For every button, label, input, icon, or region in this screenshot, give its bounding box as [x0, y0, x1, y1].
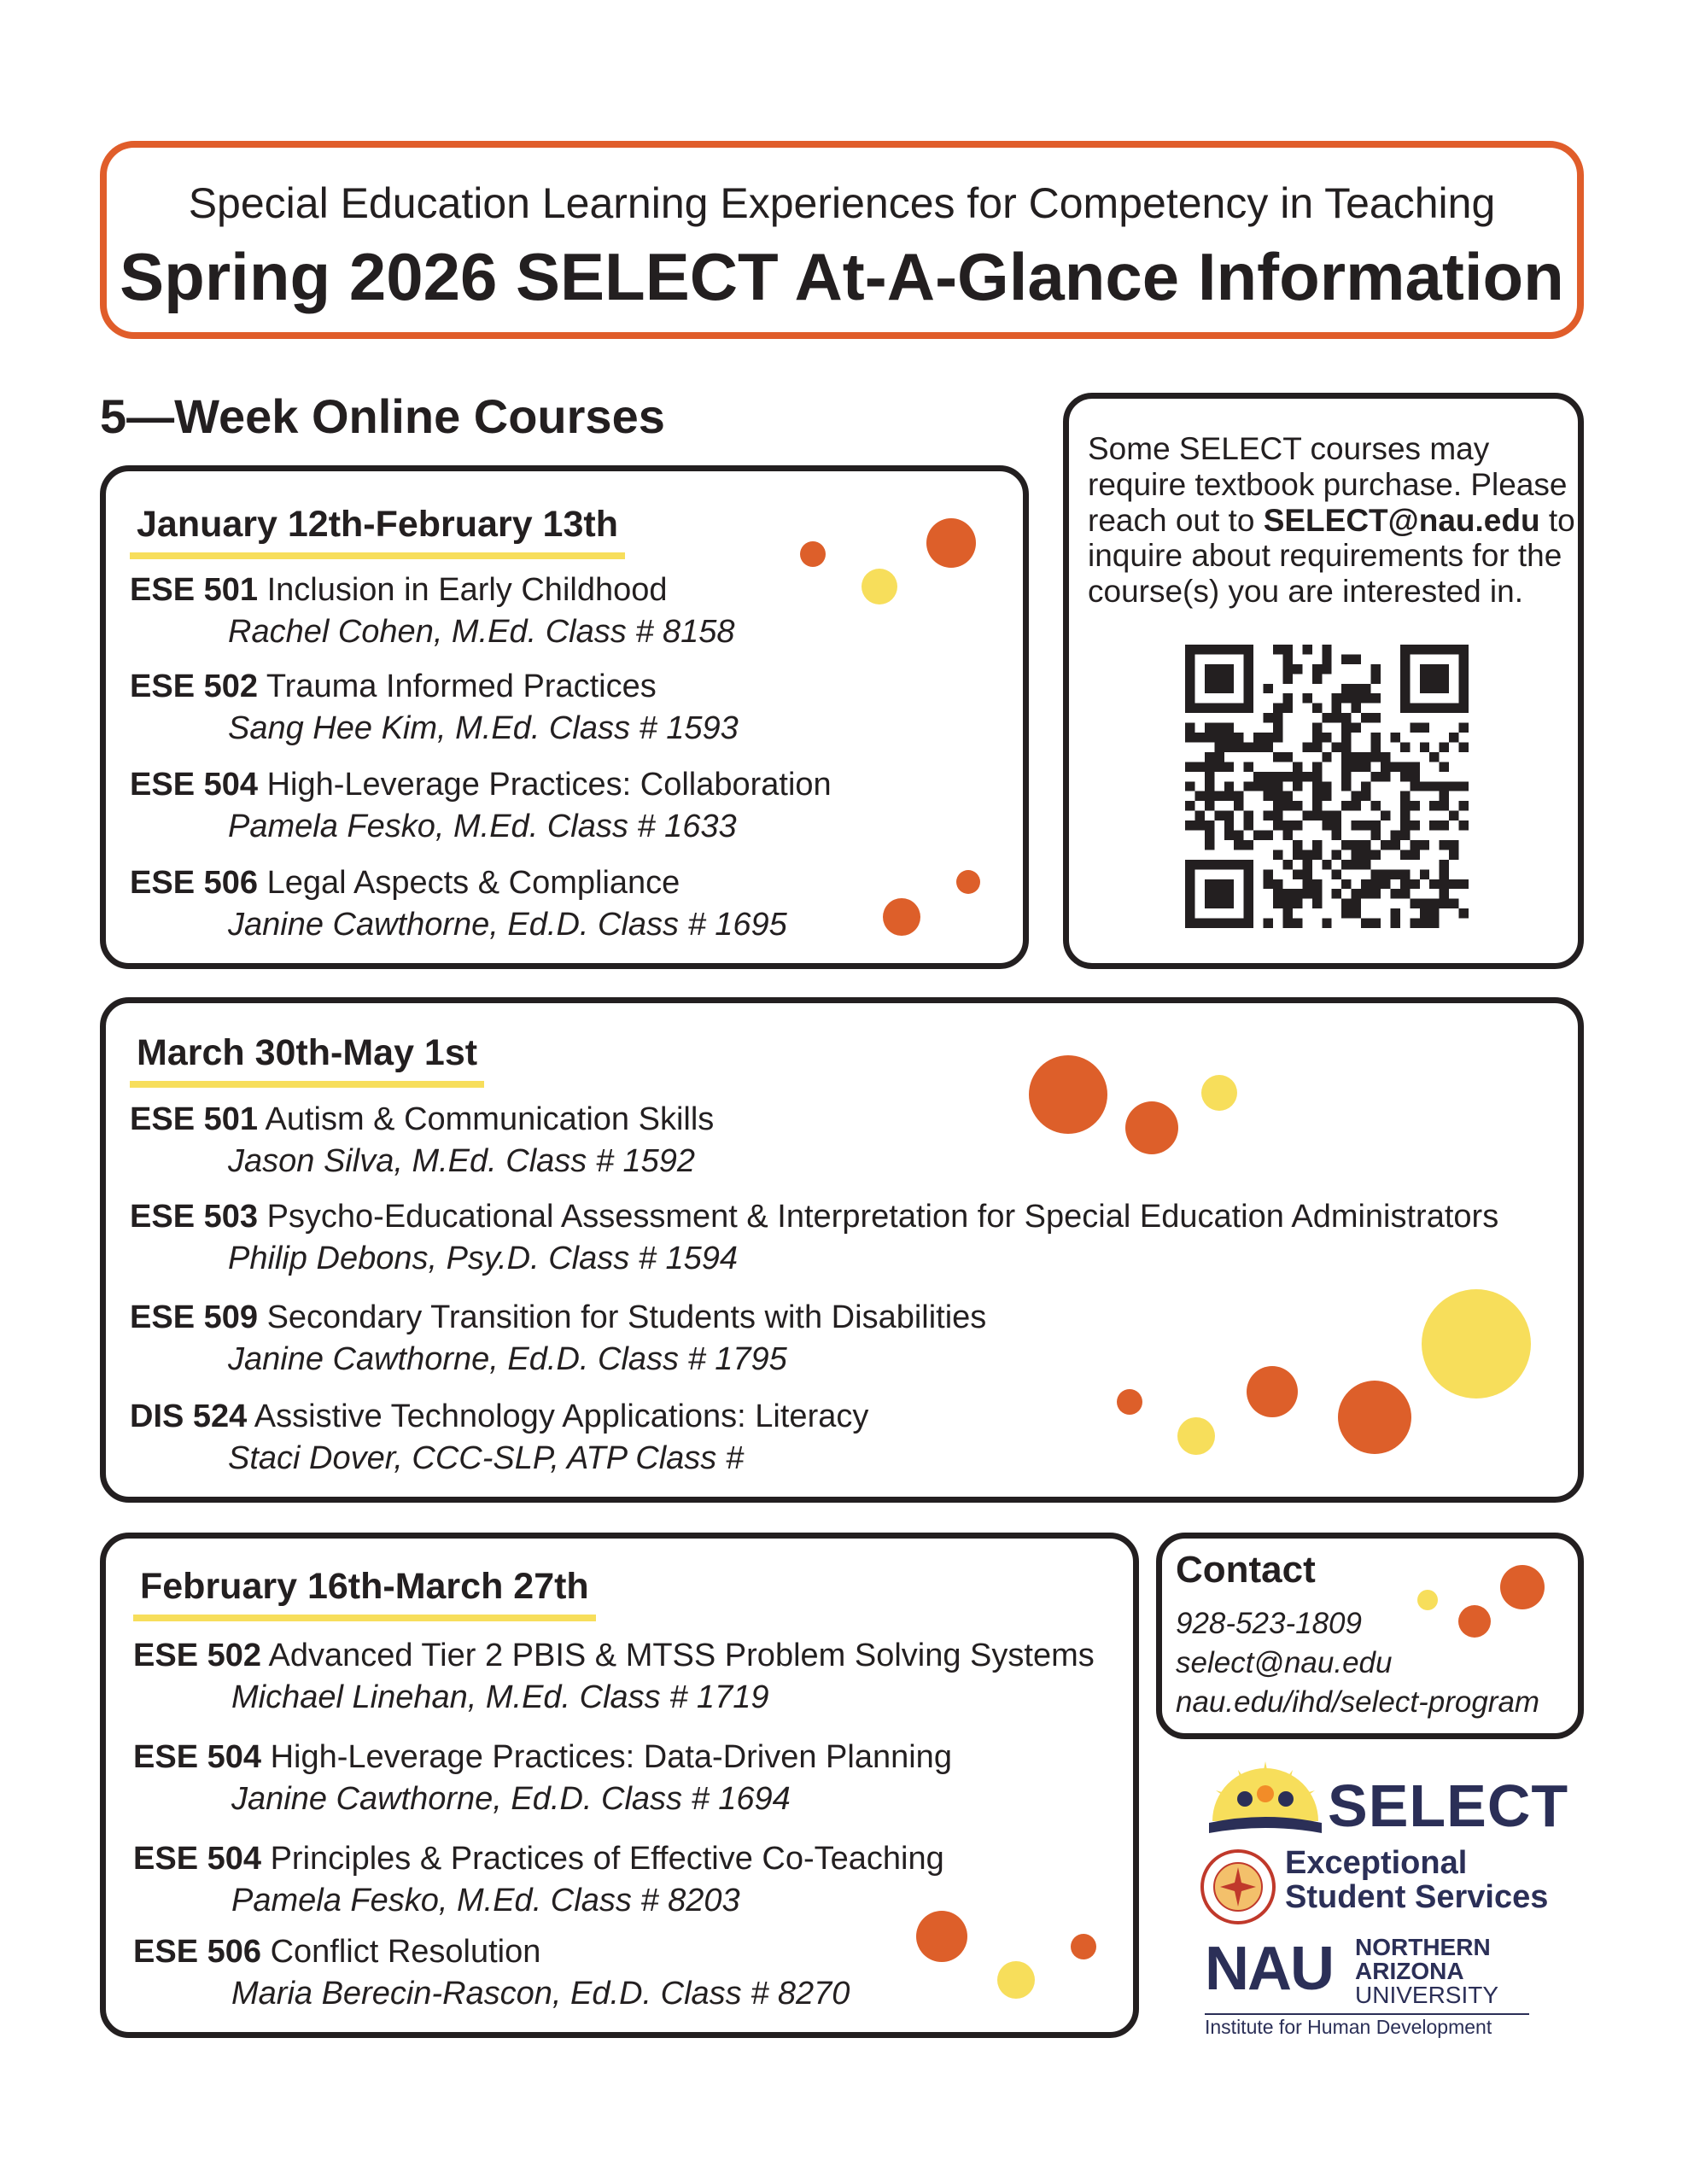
decorative-dot	[1422, 1289, 1531, 1399]
course-item: ESE 504 Principles & Practices of Effective Co-Teaching Pamela Fesko, M.Ed. Class # 8203	[133, 1841, 944, 1918]
header-subtitle: Special Education Learning Experiences for Competency in Teaching	[188, 179, 1496, 227]
qr-code[interactable]	[1185, 645, 1469, 928]
decorative-dot	[1201, 1075, 1237, 1111]
nau-divider	[1205, 2013, 1529, 2015]
textbook-note: Some SELECT courses may require textbook purchase. Please reach out to SELECT@nau.edu to inquire about requirements for the course(s) you are interested in.	[1088, 431, 1575, 610]
decorative-dot	[926, 518, 976, 568]
term-title: January 12th-February 13th	[130, 504, 625, 559]
nau-wordmark: NORTHERN ARIZONA UNIVERSITY	[1355, 1934, 1499, 2008]
course-item: ESE 504 High-Leverage Practices: Data-Driven Planning Janine Cawthorne, Ed.D. Class # 1694	[133, 1739, 952, 1817]
decorative-dot	[1125, 1101, 1178, 1154]
course-item: ESE 504 High-Leverage Practices: Collaboration Pamela Fesko, M.Ed. Class # 1633	[130, 767, 832, 844]
term-box-january	[100, 465, 1029, 969]
decorative-dot	[1247, 1366, 1298, 1417]
contact-box	[1156, 1533, 1584, 1739]
decorative-dot	[1029, 1055, 1107, 1134]
select-logo-sun-icon	[1204, 1755, 1328, 1840]
term-title: March 30th-May 1st	[130, 1032, 484, 1088]
ess-logo-text: Exceptional Student Services	[1285, 1845, 1549, 1915]
page-title: Spring 2026 SELECT At-A-Glance Information	[120, 239, 1564, 314]
contact-email[interactable]: select@nau.edu	[1176, 1646, 1393, 1679]
decorative-dot	[1071, 1934, 1096, 1959]
course-item: ESE 509 Secondary Transition for Students with Disabilities Janine Cawthorne, Ed.D. Class # 1795	[130, 1299, 987, 1377]
textbook-email[interactable]: SELECT@nau.edu	[1263, 502, 1540, 538]
header-box	[100, 141, 1584, 339]
ade-seal-icon	[1200, 1848, 1276, 1925]
course-item: ESE 501 Inclusion in Early Childhood Rachel Cohen, M.Ed. Class # 8158	[130, 572, 735, 650]
course-item: ESE 502 Advanced Tier 2 PBIS & MTSS Problem Solving Systems Michael Linehan, M.Ed. Class # 1719	[133, 1638, 1095, 1715]
contact-title: Contact	[1176, 1549, 1316, 1591]
decorative-dot	[883, 898, 920, 936]
decorative-dot	[1117, 1389, 1142, 1415]
decorative-dot	[916, 1911, 967, 1962]
logo-area	[1200, 1755, 1584, 2041]
course-item: ESE 503 Psycho-Educational Assessment & Interpretation for Special Education Administrators Philip Debons, Psy.D. Class # 1594	[130, 1199, 1499, 1276]
term-box-february	[100, 1533, 1139, 2038]
ihd-text: Institute for Human Development	[1205, 2016, 1492, 2038]
nau-mark: NAU	[1205, 1935, 1333, 2003]
contact-phone[interactable]: 928-523-1809	[1176, 1607, 1362, 1640]
term-title: February 16th-March 27th	[133, 1566, 596, 1621]
decorative-dot	[800, 541, 826, 567]
decorative-dot	[1177, 1417, 1215, 1455]
decorative-dot	[1338, 1381, 1411, 1454]
decorative-dot	[862, 569, 897, 604]
course-item: ESE 502 Trauma Informed Practices Sang Hee Kim, M.Ed. Class # 1593	[130, 669, 739, 746]
decorative-dot	[956, 870, 980, 894]
contact-website[interactable]: nau.edu/ihd/select-program	[1176, 1685, 1540, 1719]
select-logo-text: SELECT	[1328, 1772, 1569, 1839]
decorative-dot	[1417, 1590, 1438, 1610]
course-item: ESE 501 Autism & Communication Skills Jason Silva, M.Ed. Class # 1592	[130, 1101, 715, 1179]
decorative-dot	[997, 1961, 1035, 1999]
section-heading: 5—Week Online Courses	[100, 389, 665, 443]
course-item: ESE 506 Legal Aspects & Compliance Janine Cawthorne, Ed.D. Class # 1695	[130, 865, 787, 943]
course-item: DIS 524 Assistive Technology Applications: Literacy Staci Dover, CCC-SLP, ATP Class #	[130, 1399, 869, 1476]
decorative-dot	[1500, 1565, 1545, 1609]
textbook-note-box	[1063, 393, 1584, 969]
course-item: ESE 506 Conflict Resolution Maria Berecin-Rascon, Ed.D. Class # 8270	[133, 1934, 850, 2012]
decorative-dot	[1458, 1605, 1491, 1638]
